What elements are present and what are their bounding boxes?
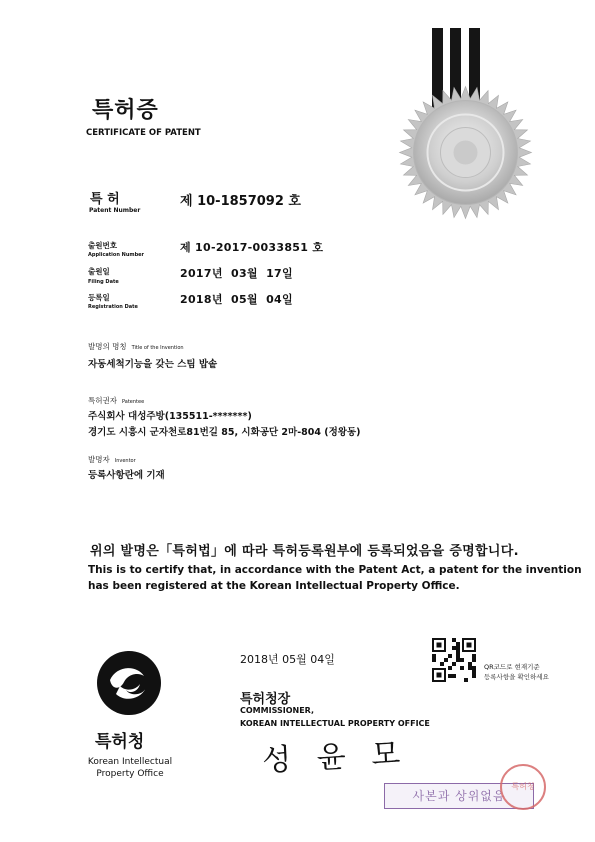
commissioner-title-ko: 특허청장	[240, 692, 291, 707]
invention-title-label-ko: 발명의 명칭	[88, 342, 127, 351]
office-name-en-1: Korean Intellectual	[87, 757, 173, 767]
filing-date-label: 출원일	[88, 267, 110, 276]
commissioner-title-en-2: KOREAN INTELLECTUAL PROPERTY OFFICE	[240, 719, 430, 728]
inventor-label-ko: 발명자	[88, 455, 110, 464]
red-seal-text: 특허청	[511, 782, 535, 791]
commissioner-title-en-1: COMMISSIONER,	[240, 706, 315, 715]
filing-date-label-en: Filing Date	[88, 279, 119, 285]
kipo-logo-icon	[96, 650, 162, 716]
patentee-address: 경기도 시흥시 군자천로81번길 85, 시화공단 2마-804 (정왕동)	[88, 427, 361, 438]
registration-date-value: 2018년 05월 04일	[180, 293, 293, 306]
certification-text-en-1: This is to certify that, in accordance with the Patent Act, a patent for the invention	[88, 564, 582, 576]
invention-title-label-en: Title of the Invention	[131, 345, 184, 351]
issue-date: 2018년 05월 04일	[240, 653, 335, 666]
registration-date-label-en: Registration Date	[88, 304, 138, 310]
invention-title-label	[88, 341, 184, 352]
patentee-label-ko: 특허권자	[88, 396, 117, 405]
application-number-value: 제 10-2017-0033851 호	[180, 241, 324, 254]
office-name-en-2: Property Office	[96, 769, 164, 779]
patentee-name: 주식회사 대성주방(135511-*******)	[88, 411, 252, 422]
qr-caption	[484, 662, 549, 682]
office-name-en	[82, 756, 178, 780]
certification-text-en-2: has been registered at the Korean Intellectual Property Office.	[88, 580, 460, 592]
commissioner-signature: 성 윤 모	[261, 736, 410, 779]
application-number-label-en: Application Number	[88, 252, 145, 258]
red-seal-icon	[500, 764, 546, 810]
qr-code-icon[interactable]	[432, 638, 476, 682]
patentee-label	[88, 395, 144, 406]
certification-text-ko: 위의 발명은「특허법」에 따라 특허등록원부에 등록되었음을 증명합니다.	[90, 544, 519, 559]
patentee-label-en: Patentee	[121, 399, 145, 405]
inventor-label	[88, 454, 136, 465]
qr-caption-line1: QR코드로 현재기준	[484, 663, 540, 671]
application-number-label: 출원번호	[88, 241, 117, 250]
qr-caption-line2: 등록사항을 확인하세요	[484, 673, 549, 681]
page-subtitle: CERTIFICATE OF PATENT	[86, 128, 201, 138]
invention-title-value: 자동세척기능을 갖는 스팀 밥솥	[88, 359, 218, 370]
patent-number-value: 제 10-1857092 호	[180, 194, 301, 209]
patent-number-label: 특 허	[90, 192, 120, 207]
filing-date-value: 2017년 03월 17일	[180, 267, 293, 280]
inventor-value: 등록사항란에 기재	[88, 470, 165, 481]
copy-stamp: 사본과 상위없음	[384, 783, 534, 809]
inventor-label-en: Inventor	[114, 458, 136, 464]
registration-date-label: 등록일	[88, 293, 110, 302]
gold-seal-icon	[398, 85, 533, 220]
page-title: 특허증	[92, 98, 159, 123]
patent-number-label-en: Patent Number	[89, 207, 141, 214]
office-name-ko: 특허청	[95, 732, 145, 752]
